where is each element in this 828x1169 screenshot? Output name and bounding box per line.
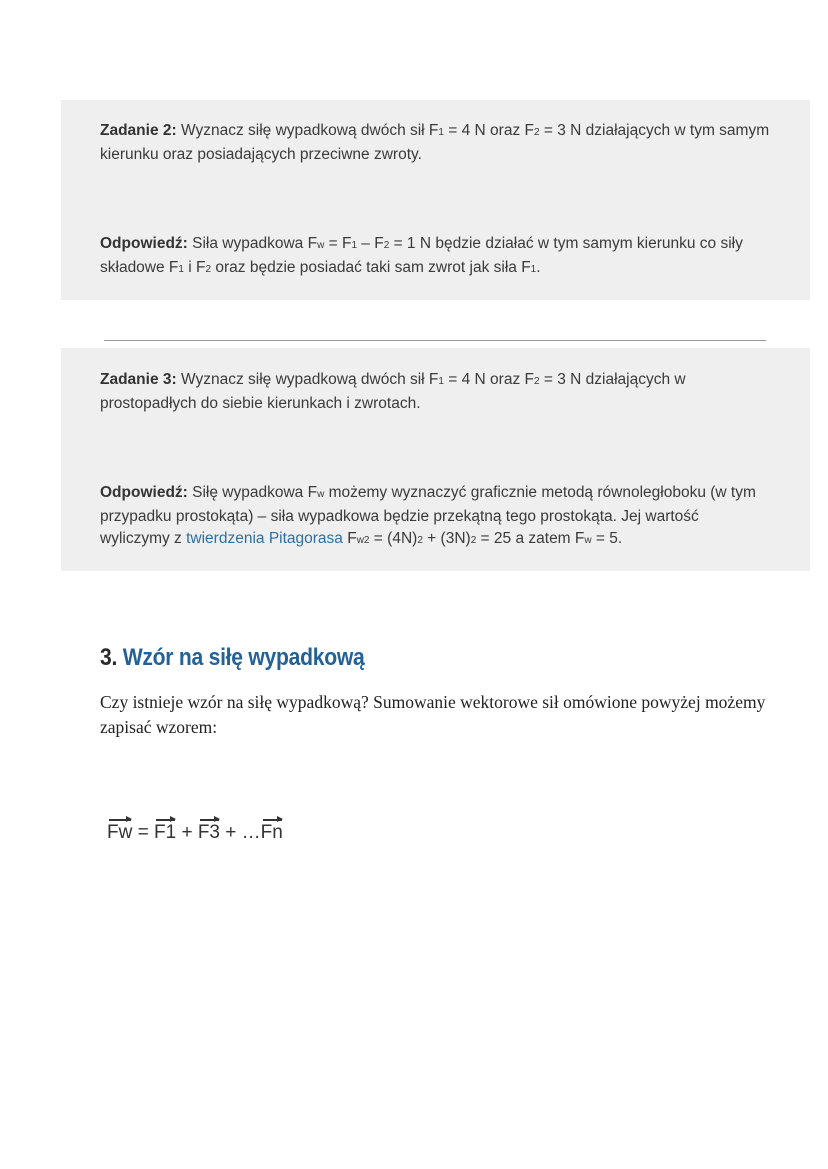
text: Siła wypadkowa F bbox=[187, 235, 318, 252]
sub: w bbox=[584, 535, 592, 546]
text: = 3 N działających w tym samym kierunku oraz posiadających przeciwne zwroty. bbox=[100, 122, 770, 163]
text: = F bbox=[324, 235, 352, 252]
section-heading bbox=[100, 644, 365, 672]
text: = 1 N będzie działać w tym samym kierunku co siły składowe F bbox=[100, 235, 743, 276]
text: oraz będzie posiadać taki sam zwrot jak siła F bbox=[211, 259, 531, 276]
text: . bbox=[536, 259, 541, 276]
section-title: Wzór na siłę wypadkową bbox=[122, 643, 365, 671]
task-2-box bbox=[61, 100, 810, 300]
operator: + bbox=[176, 822, 198, 843]
vector-term: Fn bbox=[260, 822, 283, 843]
sub: w bbox=[317, 240, 325, 251]
sub: 2 bbox=[534, 127, 540, 138]
section-number: 3. bbox=[100, 643, 118, 671]
sub: 2 bbox=[417, 535, 423, 546]
text: = 4 N oraz F bbox=[443, 122, 534, 139]
text: + (3N) bbox=[422, 530, 471, 547]
task-2-answer bbox=[100, 233, 770, 281]
sub: w2 bbox=[356, 535, 370, 546]
divider bbox=[104, 340, 766, 341]
sub: 1 bbox=[351, 240, 357, 251]
task-label: Zadanie 3: bbox=[100, 371, 177, 388]
sub: 1 bbox=[178, 264, 184, 275]
sub: 2 bbox=[470, 535, 477, 546]
task-2-question bbox=[100, 120, 770, 166]
sub: 1 bbox=[438, 376, 444, 387]
pythagoras-link[interactable]: twierdzenia Pitagorasa bbox=[186, 530, 343, 547]
text: – F bbox=[357, 235, 384, 252]
text: Wyznacz siłę wypadkową dwóch sił F bbox=[176, 371, 439, 388]
sub: w bbox=[317, 489, 325, 500]
text: = 3 N działających w prostopadłych do siebie kierunkach i zwrotach. bbox=[100, 371, 686, 412]
text: = 4 N oraz F bbox=[443, 371, 534, 388]
text: i F bbox=[183, 259, 206, 276]
vector-term: F3 bbox=[197, 822, 221, 843]
formula bbox=[107, 822, 283, 844]
text: F bbox=[342, 530, 357, 547]
text: możemy wyznaczyć graficznie metodą równoległoboku (w tym przypadku prostokąta) – siła wypadkowa będzie przekątną tego prostokąta. Jej wartość wyliczymy z bbox=[100, 484, 756, 547]
sub: 2 bbox=[205, 264, 212, 275]
operator: = bbox=[132, 822, 154, 843]
body-paragraph: Czy istnieje wzór na siłę wypadkową? Sumowanie wektorowe sił omówione powyżej możemy zapisać wzorem: bbox=[100, 692, 766, 737]
text: Wyznacz siłę wypadkową dwóch sił F bbox=[176, 122, 439, 139]
vector-term: Fw bbox=[107, 822, 133, 843]
task-3-answer bbox=[100, 482, 770, 552]
sub: 1 bbox=[530, 264, 537, 275]
answer-label: Odpowiedź: bbox=[100, 235, 188, 252]
sub: 2 bbox=[383, 240, 390, 251]
task-3-question bbox=[100, 369, 770, 415]
text: = 5. bbox=[591, 530, 623, 547]
task-label: Zadanie 2: bbox=[100, 122, 177, 139]
text: = 25 a zatem F bbox=[476, 530, 585, 547]
task-3-box bbox=[61, 348, 810, 571]
operator: + … bbox=[220, 822, 261, 843]
answer-label: Odpowiedź: bbox=[100, 484, 188, 501]
vector-term: F1 bbox=[153, 822, 177, 843]
sub: 2 bbox=[534, 376, 540, 387]
text: = (4N) bbox=[369, 530, 418, 547]
text: Siłę wypadkowa F bbox=[187, 484, 318, 501]
sub: 1 bbox=[438, 127, 444, 138]
